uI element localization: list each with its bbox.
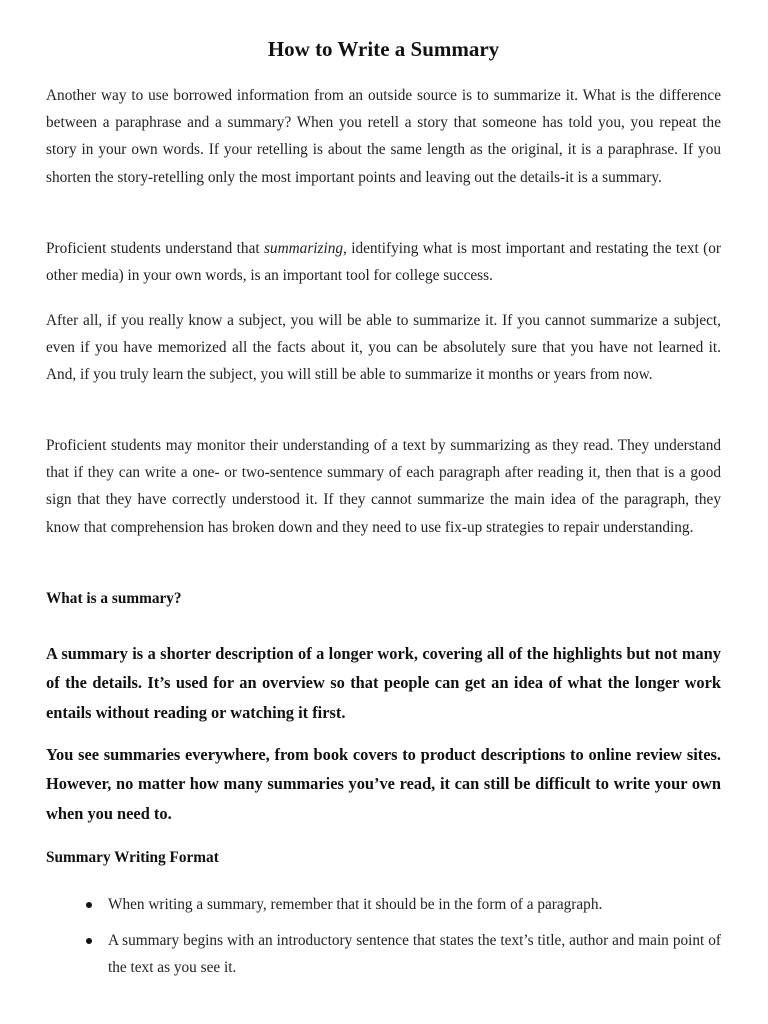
what-is-summary-heading: What is a summary? bbox=[46, 590, 182, 607]
summaries-everywhere-paragraph: You see summaries everywhere, from book covers to product descriptions to online review sites. However, no matter how many summaries you’ve read, it can still be difficult to write your own when you need to. bbox=[46, 745, 721, 823]
bullet-text: When writing a summary, remember that it should be in the form of a paragraph. bbox=[108, 896, 603, 913]
summarizing-paragraph bbox=[46, 235, 721, 289]
monitor-paragraph: Proficient students may monitor their understanding of a text by summarizing as they read. They understand that if they can write a one- or two-sentence summary of each paragraph after reading it, then that is a good sign that they have correctly understood it. If they cannot summarize the main idea of the paragraph, they know that comprehension has broken down and they need to use fix-up strategies to repair understanding. bbox=[46, 437, 721, 536]
summarizing-emphasis: summarizing bbox=[263, 240, 344, 257]
summary-definition-paragraph: A summary is a shorter description of a longer work, covering all of the highlights but not many of the details. It’s used for an overview so that people can get an idea of what the longer work entails without reading or watching it first. bbox=[46, 644, 721, 722]
bullet-icon bbox=[86, 902, 92, 908]
summarizing-paragraph-rest: , identifying what is most important and restating the text (or other media) in your own words, is an important tool for college success. bbox=[46, 240, 721, 285]
intro-paragraph: Another way to use borrowed information from an outside source is to summarize it. What is the difference between a paraphrase and a summary? When you retell a story that someone has told you, you repeat the story in your own words. If your retelling is about the same length as the original, it is a paraphrase. If you shorten the story-retelling only the most important points and leaving out the details-it is a summary. bbox=[46, 87, 721, 186]
format-heading: Summary Writing Format bbox=[46, 849, 219, 866]
after-all-paragraph: After all, if you really know a subject, you will be able to summarize it. If you cannot summarize a subject, even if you have memorized all the facts about it, you can be absolutely sure that you have not learned it. And, if you truly learn the subject, you will still be able to summarize it months or years from now. bbox=[46, 312, 721, 384]
summarizing-paragraph-lead: Proficient students understand that bbox=[46, 240, 264, 257]
document-title: How to Write a Summary bbox=[267, 37, 500, 61]
bullet-icon bbox=[86, 938, 92, 944]
bullet-text: A summary begins with an introductory sentence that states the text’s title, author and main point of the text as you see it. bbox=[108, 932, 721, 977]
